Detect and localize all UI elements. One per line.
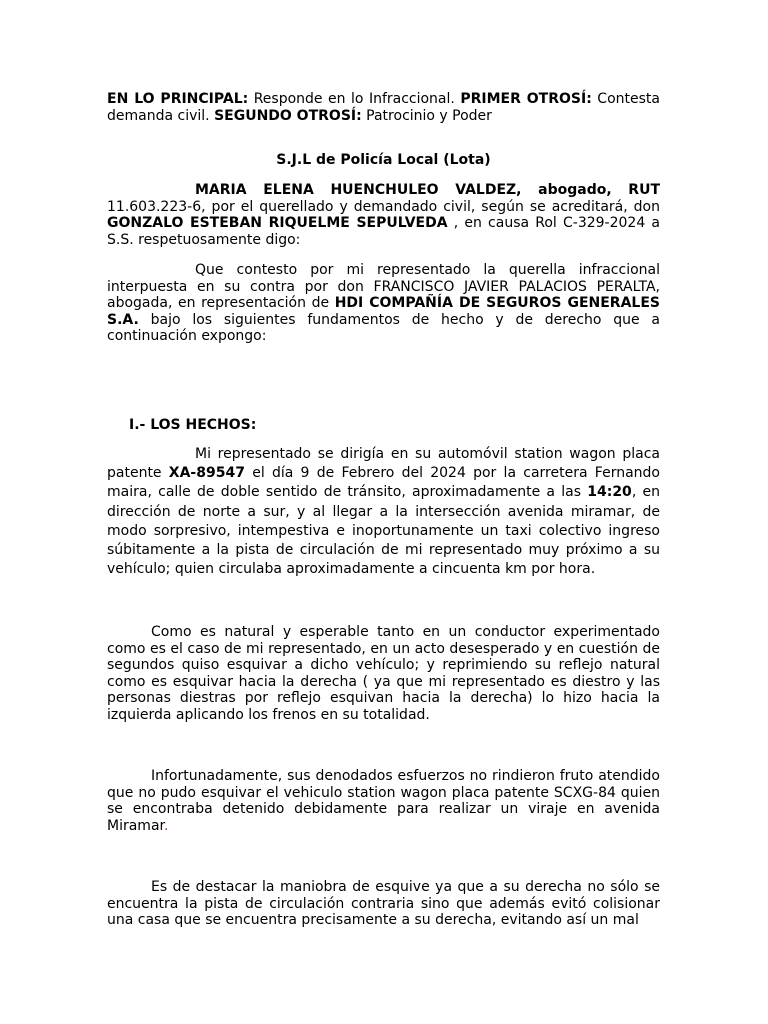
client-name: GONZALO ESTEBAN RIQUELME SEPULVEDA (107, 215, 448, 232)
answer-paragraph (107, 262, 660, 345)
segundo-otrosi-label: SEGUNDO OTROSÍ: (214, 107, 362, 124)
principal-label: EN LO PRINCIPAL: (107, 91, 249, 107)
answer-text-1: Que contesto por mi representado la querella infraccional interpuesta en su contra por don FRANCISCO JAVIER PALACIOS PERALTA, abogada, en representación de (107, 262, 660, 312)
facts-paragraph-4 (107, 879, 660, 929)
document-header (107, 91, 660, 124)
section-title: I.- LOS HECHOS: (129, 417, 257, 433)
facts-text-1b: el día 9 de Febrero del 2024 por la carretera Fernando maira, calle de doble sentido de tránsito, aproximadamente a las (107, 465, 660, 501)
vehicle-plate: XA-89547 (168, 465, 245, 482)
section-heading (129, 417, 660, 434)
segundo-otrosi-text: Patrocinio y Poder (361, 107, 492, 124)
facts-text-2: Como es natural y esperable tanto en un conductor experimentado como es el caso de mi representado, en un acto desesperado y en cuestión de segundos quiso esquivar a dicho vehículo; y reprimiendo su reflejo natural como es esquivar hacia la derecha ( ya que mi representado es diestro y las personas diestras por reflejo esquivan hacia la derecha) lo hizo hacia la izquierda aplicando los frenos en su totalidad. (107, 624, 660, 723)
primer-otrosi-text: Contesta demanda civil. (107, 91, 660, 124)
facts-text-4: Es de destacar la maniobra de esquive ya que a su derecha no sólo se encuentra la pista de circulación contraria sino que además evitó colisionar una casa que se encuentra precisamente a su derecha, evitando así un mal (107, 879, 660, 929)
incident-time: 14:20 (587, 484, 632, 501)
facts-text-3-end: . (164, 817, 169, 834)
facts-text-1c: , en dirección de norte a sur, y al llegar a la intersección avenida miramar, de modo sorpresivo, intempestiva e inoportunamente un taxi colectivo ingreso súbitamente a la pista de circulación de mi representado muy próximo a su vehículo; quien circulaba aproximadamente a cincuenta km por hora. (107, 484, 660, 578)
facts-text-1a: Mi representado se dirigía en su automóvil station wagon placa patente (107, 446, 660, 482)
intro-text-2: , en causa Rol C-329-2024 a S.S. respetuosamente digo: (107, 215, 660, 248)
attorney-rut: 11.603.223-6, (107, 198, 206, 215)
facts-paragraph-2 (107, 624, 660, 724)
facts-paragraph-3 (107, 768, 660, 834)
facts-paragraph-1 (107, 445, 660, 579)
attorney-name: MARIA ELENA HUENCHULEO VALDEZ, abogado, RUT (195, 182, 660, 198)
insurance-company: HDI COMPAÑÍA DE SEGUROS GENERALES S.A. (107, 295, 660, 328)
court-name: S.J.L de Policía Local (Lota) (276, 152, 491, 168)
principal-text: Responde en lo Infraccional. (248, 91, 461, 107)
primer-otrosi-label: PRIMER OTROSÍ: (460, 91, 592, 107)
facts-text-3: Infortunadamente, sus denodados esfuerzos no rindieron fruto atendido que no pudo esquivar el vehiculo station wagon placa patente SCXG-84 quien se encontraba detenido debidamente para realizar un viraje en avenida Miramar (107, 768, 660, 834)
intro-text-1: por el querellado y demandado civil, según se acreditará, don (205, 198, 660, 215)
intro-paragraph (107, 182, 660, 248)
answer-text-2: bajo los siguientes fundamentos de hecho y de derecho que a continuación expongo: (107, 311, 660, 345)
court-heading (107, 152, 660, 169)
